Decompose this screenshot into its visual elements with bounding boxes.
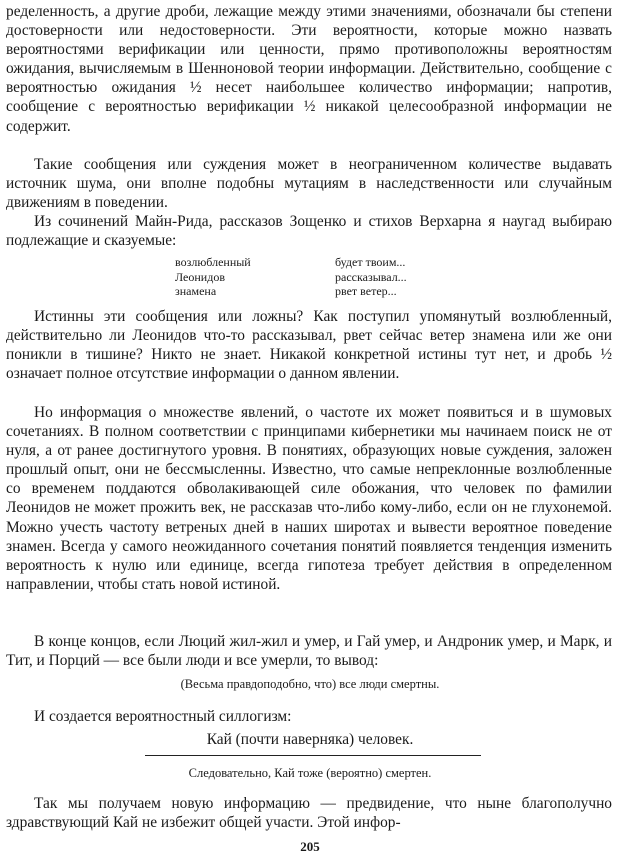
- subject-cell: Леонидов: [175, 269, 225, 284]
- paragraph-1: ределенность, а другие дроби, лежащие между этими значениями, обозначали бы степени достоверности или недостоверности. Эти вероятности, которые можно назвать вероятностями верификации или ценности, прямо противоположны вероятностям ожидания, вычисляемым в Шенноновой теории информации. Действительно, сообщение с вероятностью ожидания ½ несет наибольшее количество информации; напротив, сообщение с вероятностью верификации ½ никакой целесообразной информации не содержит.: [6, 3, 612, 135]
- syllogism-premise: (Весьма правдоподобно, что) все люди смертны.: [180, 677, 440, 691]
- table-row: [175, 284, 475, 299]
- syllogism-minor: Кай (почти наверняка) человек.: [206, 731, 414, 748]
- paragraph-8: Так мы получаем новую информацию — предвидение, что ныне благополучно здравствующий Кай не избежит общей участи. Этой инфор-: [6, 795, 612, 832]
- predicate-cell: рассказывал...: [335, 269, 407, 284]
- paragraph-6: В конце концов, если Люций жил-жил и умер, и Гай умер, и Андроник умер, и Марк, и Тит, и Порций — все были люди и все умерли, то вывод:: [6, 633, 612, 670]
- subject-cell: знамена: [175, 284, 217, 298]
- paragraph-7: И создается вероятностный силлогизм:: [34, 708, 292, 725]
- paragraph-5: Но информация о множестве явлений, о частоте их может появиться и в шумовых сочетаниях. В полном соответствии с принципами кибернетики мы начинаем поиск не от нуля, а от ранее достигнутого уровня. В понятиях, образующих новые суждения, заложен прошлый опыт, они не бессмысленны. Известно, что самые непреклонные возлюбленные со временем поддаются обволакивающей силе обожания, что человек по фамилии Леонидов не может прожить век, не рассказав что-либо кому-либо, если он не глухонемой. Можно учесть частоту ветреных дней в наших широтах и вывести вероятное поведение знамен. Всегда у самого неожиданного сочетания понятий появляется тенденция изменить вероятность к нулю или единице, всегда гипотеза требует действия в определенном направлении, чтобы стать новой истиной.: [6, 404, 612, 593]
- subject-predicate-table: [175, 255, 475, 299]
- syllogism-conclusion: Следовательно, Кай тоже (вероятно) смертен.: [188, 766, 432, 780]
- predicate-cell: будет твоим...: [335, 255, 406, 269]
- table-row: [175, 270, 475, 285]
- syllogism-rule: [145, 755, 481, 756]
- paragraph-2: Такие сообщения или суждения может в неограниченном количестве выдавать источник шума, они вполне подобны мутациям в наследственности или случайным движениям в поведении.: [6, 156, 612, 212]
- table-row: [175, 255, 475, 270]
- paragraph-4: Истинны эти сообщения или ложны? Как поступил упомянутый возлюбленный, действительно ли Леонидов что-то рассказывал, рвет сейчас ветер знамена или же они поникли в тишине? Никто не знает. Никакой конкретной истины тут нет, и дробь ½ означает полное отсутствие информации о данном явлении.: [6, 308, 612, 383]
- predicate-cell: рвет ветер...: [335, 284, 397, 298]
- page-number: 205: [300, 839, 320, 854]
- subject-cell: возлюбленный: [175, 255, 251, 269]
- paragraph-3: Из сочинений Майн-Рида, рассказов Зощенко и стихов Верхарна я наугад выбираю подлежащие и сказуемые:: [6, 213, 612, 250]
